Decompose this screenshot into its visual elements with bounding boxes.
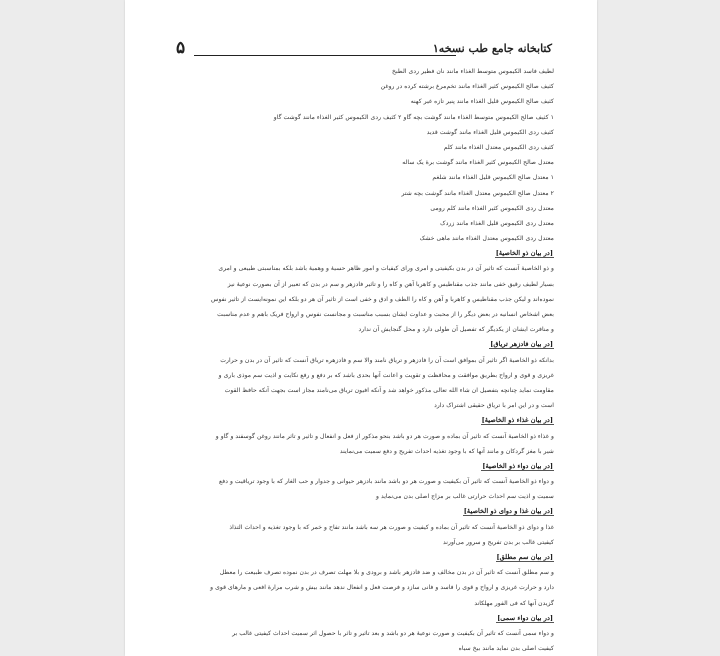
section-heading <box>166 246 554 261</box>
section-heading <box>166 611 554 626</box>
text-line: لطیف فاسد الکیموس متوسط الغذاء مانند نان فطیر ردی الطبخ <box>392 68 554 75</box>
header-title: کتابخانه جامع طب نسخه۱ <box>432 42 552 55</box>
text-line: مقاومت نماید چنانچه بتفصیل ان شاء الله تعالی مذکور خواهد شد و آنکه افیون تریاق می‌نامند مجاز است بجهت آنکه حافظ القوت <box>224 386 554 394</box>
section-heading-text: [در بیان دواء سمی] <box>497 613 553 622</box>
text-line: کیفیت اصلی بدن نماید مانند بیخ سیاه <box>458 645 554 653</box>
text-line: کثیف صالح الکیموس کثیر الغذاء مانند تخم‌مرغ برشته کرده در روغن <box>380 83 554 91</box>
text-line: و ذو الخاصیهٔ آنست که تاثیر آن در بدن بکیفیتی و امری ورای کیفیات و امور ظاهر حسیهٔ و وهمیهٔ باشد بلکه بمناسبتی طبیعی و امری <box>218 265 554 273</box>
text-line: معتدل ردی الکیموس معتدل الغذاء مانند ماهی خشک <box>419 235 554 243</box>
text-line: ۱ معتدل صالح الکیموس قلیل الغذاء مانند شلغم <box>432 174 554 182</box>
section-heading <box>166 413 554 428</box>
text-line: و سم مطلق آنست که تاثیر آن در بدن مخالف و ضد فادزهر باشد و برودی و بلا مهلت تصرف در بدن نموده تصرف طبیعت را معطل <box>219 569 554 577</box>
text-line: معتدل صالح الکیموس کثیر الغذاء مانند گوشت برهٔ یک ساله <box>402 159 554 167</box>
section-heading-text: [در بیان ذو الخاصیهٔ] <box>495 249 553 258</box>
text-line: بسیار لطیف رقیق خفی مانند جذب مقناطیس و کاهربا آهن و کاه را و تاثیر فادزهر و سم در بدن که تعبیر از آن بصورت نوعیهٔ نیز <box>227 280 554 288</box>
text-line: و دواء ذو الخاصیهٔ آنست که تاثیر آن بکیفیت و صورت هر دو باشد مانند بادزهر حیوانی و جدوار و حب الغار که با وجود تریاقیت و دفع <box>218 478 554 486</box>
text-line: دارد و حرارت غریزی و ارواح و قوی را فاسد و فانی سازد و فرصت فعل و انفعال ندهد مانند بیش و شرب مرارهٔ افعی و مارهای قوی و <box>210 584 554 592</box>
text-line: کثیف صالح الکیموس قلیل الغذاء مانند پنیر تازه غیر کهنه <box>410 98 554 106</box>
text-line: گزیدن آنها که فی الفور مهلکاند <box>474 599 554 607</box>
text-line: بعض اشخاص انسانیه در بعض دیگر را از محبت و عداوت ایشان بسبب مناسبت و مجانست نفوس و ارواح فریک باهم و عدم مناسبت <box>217 311 554 318</box>
page-header <box>172 38 552 60</box>
text-line: معتدل ردی الکیموس قلیل الغذاء مانند زردک <box>440 219 554 227</box>
text-line: و دواء سمی آنست که تاثیر آن بکیفیت و صورت نوعیهٔ هر دو باشد و بعد تاثیر و تاثر با حصول اثر سمیت احداث کیفیتی غالب بر <box>232 629 554 637</box>
text-line: کثیف ردی الکیموس قلیل الغذاء مانند گوشت قدید <box>426 128 554 136</box>
section-heading <box>166 504 554 519</box>
text-line: ۲ معتدل صالح الکیموس معتدل الغذاء مانند گوشت بچه شتر <box>401 189 554 197</box>
text-line: غذا و دوای ذو الخاصیهٔ آنست که تاثیر آن بماده و کیفیت و صورت هر سه باشد مانند تفاح و خمر که با وجود تغذیه و احداث التذاذ <box>229 523 554 531</box>
section-heading-text: [در بیان فادزهر تریاق] <box>490 340 553 349</box>
section-heading <box>166 337 554 352</box>
text-line: و منافرت ایشان از یکدیگر که تفصیل آن طولی دارد و محل گنجایش آن ندارد <box>358 326 554 334</box>
text-line: شیر با مغز گردکان و مانند آنها که با وجود تغذیه احداث تفریح و دفع سمیت می‌نمایند <box>339 447 554 455</box>
text-line: و غذاء ذو الخاصیهٔ آنست که تاثیر آن بماده و صورت هر دو باشد بنحو مذکور از فعل و انفعال و تاثیر و تاثر مانند روغن گوسفند و گاو و <box>215 432 554 440</box>
section-heading-text: [در بیان سم مطلق] <box>496 553 553 561</box>
section-heading-text: [در بیان دواء ذو الخاصیهٔ] <box>482 461 553 470</box>
document-body <box>166 64 554 656</box>
page-number: ۵ <box>176 38 186 58</box>
section-heading-text: [در بیان غذا و دوای ذو الخاصیهٔ] <box>463 507 553 516</box>
text-line: سمیت و اذیت سم احداث حرارتی غالب بر مزاج اصلی بدن می‌نماید و <box>376 493 554 501</box>
text-line: کیفیتی غالب بر بدن تفریح و سرور می‌آورند <box>442 538 554 546</box>
text-line: بدانکه ذو الخاصیهٔ اگر تاثیر آن بموافق است آن را فادزهر و تریاق نامند والا سم و فادزهره تریاق آنست که تاثیر آن در بدن و حرارت <box>220 356 554 364</box>
text-line: کثیف ردی الکیموس معتدل الغذاء مانند کلم <box>443 143 554 151</box>
section-heading <box>166 550 554 565</box>
text-line: ۱ کثیف صالح الکیموس متوسط الغذاء مانند گوشت بچه گاو ۲ کثیف ردی الکیموس کثیر الغذاء مانند گوشت گاو <box>273 113 554 121</box>
header-rule <box>194 55 456 56</box>
text-line: نموده‌اند و لیکن جذب مقناطیس و کاهربا و آهن و کاه را الطف و ادق و خفی است از تاثیر آن هر دو بلکه این نمونه‌ایست از تاثیر نفوس <box>210 295 554 303</box>
text-line: است و در این امر با تریاق حقیقی اشتراک دارد <box>434 402 554 410</box>
text-line: غریزی و قوی و ارواح بطریق موافقت و محافظت و تقویت و اعانت آنها بحدی باشد که بر دفع و رفع نکایت و اذیت سم موذی باری و <box>218 371 554 379</box>
text-line: معتدل ردی الکیموس کثیر الغذاء مانند کلم رومی <box>430 204 554 212</box>
section-heading <box>166 459 554 474</box>
section-heading-text: [در بیان غذاء ذو الخاصیهٔ] <box>481 416 553 425</box>
